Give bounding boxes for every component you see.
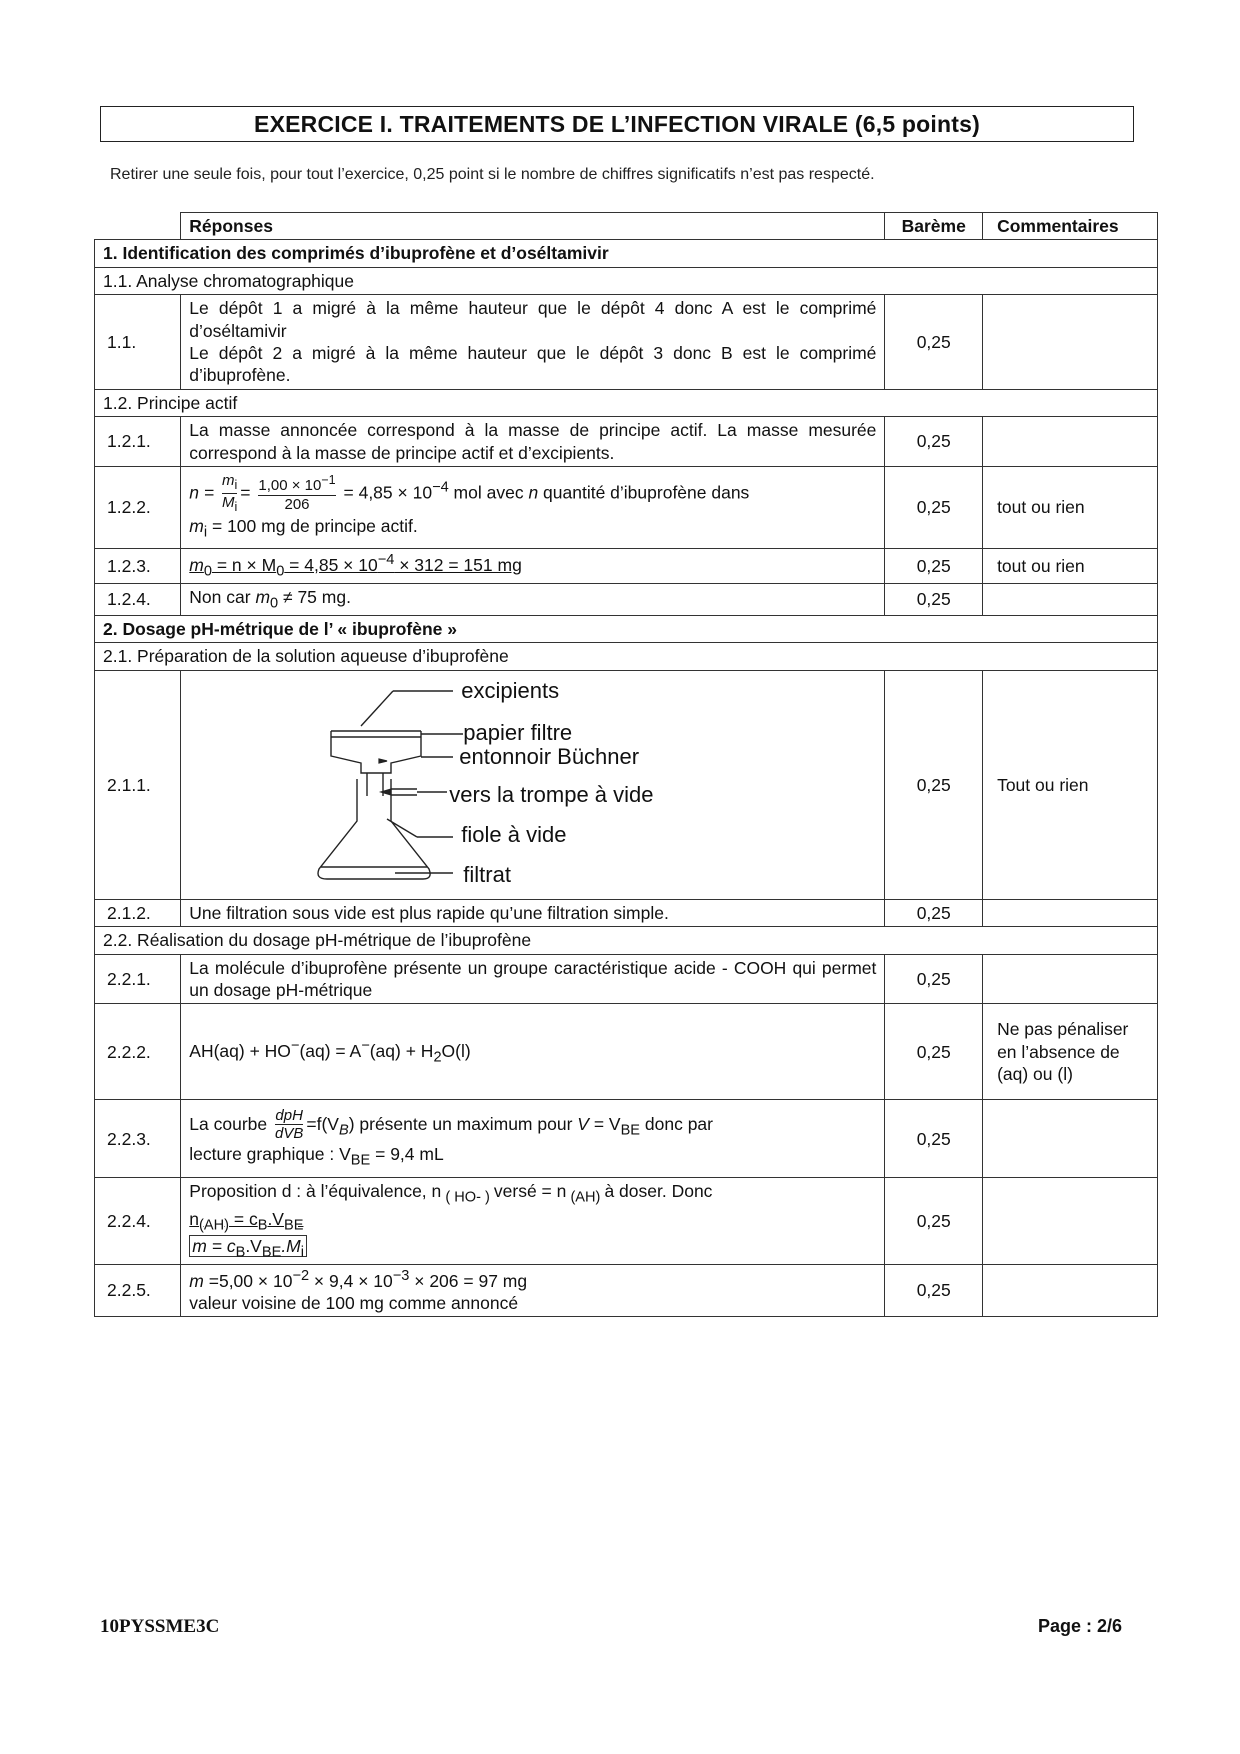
comment-cell: Tout ou rien bbox=[983, 670, 1158, 899]
scoring-note: Retirer une seule fois, pour tout l’exercice, 0,25 point si le nombre de chiffres significatifs n’est pas respecté. bbox=[110, 166, 875, 183]
question-number: 2.2.2. bbox=[95, 1004, 181, 1100]
answer-line: Le dépôt 1 a migré à la même hauteur que le dépôt 4 donc A est le comprimé d’oséltamivir bbox=[189, 298, 877, 341]
answer-cell bbox=[181, 295, 885, 390]
bareme-cell: 0,25 bbox=[885, 417, 983, 467]
fraction: $\frac{\text{dpH}}{\text{dVB}}$ bbox=[275, 1106, 304, 1143]
comment-cell: tout ou rien bbox=[983, 548, 1158, 583]
bareme-cell: 0,25 bbox=[885, 1100, 983, 1178]
diagram-label: entonnoir Büchner bbox=[459, 743, 640, 769]
question-number: 2.2.1. bbox=[95, 954, 181, 1004]
bareme-cell: 0,25 bbox=[885, 670, 983, 899]
comment-cell bbox=[983, 1100, 1158, 1178]
bareme-cell: 0,25 bbox=[885, 295, 983, 390]
fraction: $\frac{1,00 \times 10^{-1}}{206}$ bbox=[258, 473, 336, 513]
table-row bbox=[95, 295, 1158, 390]
formula-line: $m = c_B.V_{BE}.M_i$ bbox=[189, 1235, 876, 1262]
header-reponses: Réponses bbox=[181, 213, 885, 240]
table-row bbox=[95, 1264, 1158, 1317]
answer-cell: Une filtration sous vide est plus rapide qu’une filtration simple. bbox=[181, 899, 885, 926]
answer-table bbox=[94, 212, 1158, 1317]
subsection-row bbox=[95, 267, 1158, 294]
question-number: 1.2.4. bbox=[95, 583, 181, 615]
subsection-1-2: 1.2. Principe actif bbox=[95, 389, 1158, 416]
page-number: Page : 2/6 bbox=[1038, 1616, 1123, 1636]
bareme-cell: 0,25 bbox=[885, 1264, 983, 1317]
header-bareme: Barème bbox=[885, 213, 983, 240]
question-number: 2.2.3. bbox=[95, 1100, 181, 1178]
question-number: 2.2.5. bbox=[95, 1264, 181, 1317]
diagram-label: excipients bbox=[461, 677, 560, 703]
comment-cell bbox=[983, 954, 1158, 1004]
table-row bbox=[95, 899, 1158, 926]
comment-cell bbox=[983, 899, 1158, 926]
formula-line: $m =5,00 \times 10^{-2} \times 9,4 \times 10^{-3} \times 206 = 97$ mg bbox=[189, 1267, 528, 1291]
bareme-cell: 0,25 bbox=[885, 899, 983, 926]
bareme-cell: 0,25 bbox=[885, 583, 983, 615]
document-code: 10PYSSME3C bbox=[100, 1616, 220, 1637]
answer-cell: $AH(aq) + HO^-(aq) = A^-(aq) + H_2O(l)$ bbox=[181, 1004, 885, 1100]
comment-cell bbox=[983, 583, 1158, 615]
answer-cell bbox=[181, 1264, 885, 1317]
question-number: 2.1.1. bbox=[95, 670, 181, 899]
question-number: 2.1.2. bbox=[95, 899, 181, 926]
bareme-cell: 0,25 bbox=[885, 466, 983, 548]
formula-line: $m_i = 100$ mg de principe actif. bbox=[189, 515, 418, 541]
question-number: 2.2.4. bbox=[95, 1178, 181, 1264]
table-row bbox=[95, 1100, 1158, 1178]
formula-line: La courbe $\frac{\text{dpH}}{\text{dVB}}$ $=f(V_B)$ présente un maximum pour $V = V_{BE}$ donc par bbox=[189, 1106, 713, 1143]
answer-cell: Non car $m_0 \ne 75$ mg. bbox=[181, 583, 885, 615]
subsection-row bbox=[95, 389, 1158, 416]
answer-cell: La molécule d’ibuprofène présente un groupe caractéristique acide - COOH qui permet un dosage pH-métrique bbox=[181, 954, 885, 1004]
subsection-row bbox=[95, 927, 1158, 954]
subsection-row bbox=[95, 643, 1158, 670]
table-row bbox=[95, 1004, 1158, 1100]
answer-line: Le dépôt 2 a migré à la même hauteur que le dépôt 3 donc B est le comprimé d’ibuprofène. bbox=[189, 342, 877, 386]
table-row bbox=[95, 466, 1158, 548]
subsection-1-1: 1.1. Analyse chromatographique bbox=[95, 267, 1158, 294]
formula-line: n = $\frac{m_i}{M_i}$ = $\frac{1,00 \times 10^{-1}}{206}$ = $4,85 \times 10^{-4}$ mol avec n quantité d’ibuprofène dans bbox=[189, 472, 750, 514]
diagram-label: filtrat bbox=[463, 861, 511, 887]
comment-cell: tout ou rien bbox=[983, 466, 1158, 548]
question-number: 1.2.1. bbox=[95, 417, 181, 467]
exercise-title-box bbox=[100, 106, 1134, 142]
question-number: 1.2.2. bbox=[95, 466, 181, 548]
comment-cell bbox=[983, 1178, 1158, 1264]
exercise-title: EXERCICE I. TRAITEMENTS DE L’INFECTION VIRALE (6,5 points) bbox=[254, 110, 980, 137]
formula-line: Proposition d : à l’équivalence, n $_{( HO- )}$ versé = n $_{(AH)}$ à doser. Donc bbox=[189, 1181, 713, 1206]
comment-cell: Ne pas pénaliser en l’absence de (aq) ou (l) bbox=[983, 1004, 1158, 1100]
section-2-title: 2. Dosage pH-métrique de l’ « ibuprofène » bbox=[95, 616, 1158, 643]
buchner-diagram bbox=[181, 671, 884, 899]
header-commentaires: Commentaires bbox=[983, 213, 1158, 240]
table-row bbox=[95, 1178, 1158, 1264]
formula-line: $n_{(AH)} = c_B.V_{BE}$ bbox=[189, 1208, 304, 1234]
question-number: 1.1. bbox=[95, 295, 181, 390]
answer-cell bbox=[181, 670, 885, 899]
table-header-row bbox=[95, 213, 1158, 240]
table-row bbox=[95, 417, 1158, 467]
bareme-cell: 0,25 bbox=[885, 954, 983, 1004]
comment-cell bbox=[983, 417, 1158, 467]
table-row bbox=[95, 670, 1158, 899]
bareme-cell: 0,25 bbox=[885, 1004, 983, 1100]
answer-cell bbox=[181, 1178, 885, 1264]
comment-cell bbox=[983, 295, 1158, 390]
fraction: $\frac{m_i}{M_i}$ bbox=[222, 472, 238, 514]
table-row bbox=[95, 954, 1158, 1004]
table-row bbox=[95, 583, 1158, 615]
diagram-label: fiole à vide bbox=[461, 821, 567, 847]
table-row bbox=[95, 548, 1158, 583]
answer-cell: La masse annoncée correspond à la masse de principe actif. La masse mesurée correspond à la masse de principe actif et d’excipients. bbox=[181, 417, 885, 467]
diagram-label: vers la trompe à vide bbox=[449, 781, 654, 807]
comment-cell bbox=[983, 1264, 1158, 1317]
formula-line: valeur voisine de 100 mg comme annoncé bbox=[189, 1293, 519, 1314]
formula-line: lecture graphique : $V_{BE} = 9,4$ mL bbox=[189, 1143, 444, 1169]
subsection-2-2: 2.2. Réalisation du dosage pH-métrique de l’ibuprofène bbox=[95, 927, 1158, 954]
subsection-2-1: 2.1. Préparation de la solution aqueuse d’ibuprofène bbox=[95, 643, 1158, 670]
section-row bbox=[95, 616, 1158, 643]
bareme-cell: 0,25 bbox=[885, 1178, 983, 1264]
question-number: 1.2.3. bbox=[95, 548, 181, 583]
answer-cell bbox=[181, 466, 885, 548]
bareme-cell: 0,25 bbox=[885, 548, 983, 583]
diagram-label: papier filtre bbox=[463, 719, 573, 745]
section-1-title: 1. Identification des comprimés d’ibuprofène et d’oséltamivir bbox=[95, 240, 1158, 267]
answer-cell: $m_0 = n \times M_0 = 4,85 \times 10^{-4} \times 312 = 151$ mg bbox=[181, 548, 885, 583]
section-row bbox=[95, 240, 1158, 267]
answer-cell bbox=[181, 1100, 885, 1178]
